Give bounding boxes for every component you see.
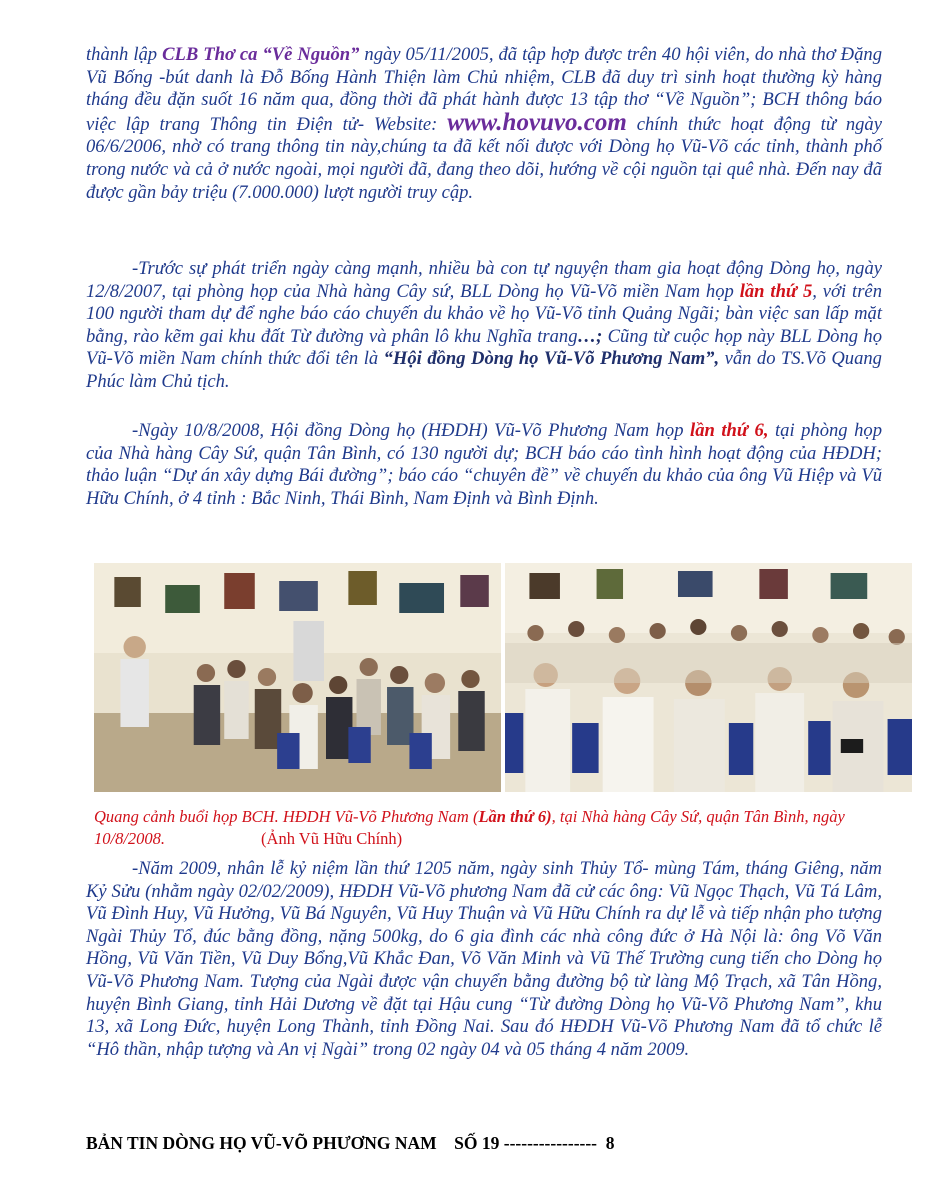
para2-text-mid2: Cũng từ cuộc họp này BLL Dòng họ Vũ-Võ miền Nam chính thức đổi tên là <box>86 325 882 370</box>
website-link[interactable]: www.hovuvo.com <box>447 108 627 136</box>
para2-text-post: vẫn do TS.Võ Quang Phúc làm Chủ tịch. <box>86 348 882 392</box>
paragraph-club-website <box>86 44 882 204</box>
para3-text-pre: -Ngày 10/8/2008, Hội đồng Dòng họ (HĐDH) Vũ-Võ Phương Nam họp <box>132 420 691 441</box>
meeting-photos <box>94 563 912 792</box>
paragraph-meeting-5 <box>86 258 882 394</box>
meeting-6-comma: , <box>763 420 769 441</box>
page-number: 8 <box>605 1133 615 1153</box>
para3-text-post: tại phòng họp của Nhà hàng Cây Sứ, quận Tân Bình, có 130 người dự; BCH báo cáo tình hình hoạt động của HĐDH; thảo luận “Dự án xây dựng Bái đường”; báo cáo “chuyên đề” về chuyến du khảo của ông Vũ Hiệp và Vũ Hữu Chính, ở 4 tỉnh : Bắc Ninh, Thái Bình, Nam Định và Bình Định. <box>86 420 883 509</box>
footer-publication: BẢN TIN DÒNG HỌ VŨ-VÕ PHƯƠNG NAM <box>86 1133 437 1153</box>
footer-dashes: ---------------- <box>503 1133 598 1153</box>
meeting-6-label: lần thứ 6 <box>690 420 764 441</box>
meeting-photo-right <box>505 563 912 792</box>
paragraph-statue <box>86 858 882 1061</box>
meeting-5-label: lần thứ 5 <box>739 280 813 302</box>
para2-ellipsis: …; <box>577 325 603 347</box>
para2-text-pre: -Trước sự phát triển ngày càng mạnh, nhiều bà con tự nguyện tham gia hoạt động Dòng họ, ngày 12/8/2007, tại phòng họp của Nhà hàng Cây sứ, BLL Dòng họ Vũ-Võ miền Nam họp <box>86 258 882 302</box>
para1-text-pre: thành lập <box>86 44 163 65</box>
footer-issue: SỐ 19 <box>454 1133 500 1153</box>
caption-text-pre: Quang cảnh buổi họp BCH. HĐDH Vũ-Võ Phương Nam ( <box>94 807 479 826</box>
caption-meeting-label: Lần thứ 6) <box>478 807 552 826</box>
paragraph-meeting-6 <box>86 420 882 510</box>
photo-caption <box>94 806 884 850</box>
para1-text-post: chính thức hoạt động từ ngày 06/6/2006, nhờ có trang thông tin này,chúng ta đã kết nối được với Dòng họ Vũ-Võ các tỉnh, thành phố trong nước và cả ở nước ngoài, mọi người đã, đang theo dõi, hướng về cội nguồn tại quê nhà. Đến nay đã được gần bảy triệu (7.000.000) lượt người truy cập. <box>86 113 882 203</box>
caption-text-post: , tại Nhà hàng Cây Sứ, quận Tân Bình, ngày 10/8/2008. <box>94 807 845 848</box>
page-footer <box>86 1133 786 1154</box>
para2-text-mid: , với trên 100 người tham dự để nghe báo cáo chuyến du khảo về họ Vũ-Võ tỉnh Quảng Ngãi; bàn việc san lấp mặt bằng, rào kẽm gai khu đất Từ đường và phân lô khu Nghĩa trang <box>86 280 882 347</box>
club-name: CLB Thơ ca “Về Nguồn” <box>162 44 360 65</box>
para1-text-mid: ngày 05/11/2005, đã tập hợp được trên 40 hội viên, do nhà thơ Đặng Vũ Bống -bút danh là Đỗ Bống Hành Thiện làm Chủ nhiệm, CLB đã duy trì sinh hoạt thường kỳ hàng tháng đều đặn suốt 16 năm qua, đồng thời đã phát hành được 13 tập thơ “Về Nguồn”; BCH thông báo việc lập trang Thông tin Điện tử- Website: <box>86 44 883 135</box>
meeting-photo-left <box>94 563 501 792</box>
council-name: “Hội đồng Dòng họ Vũ-Võ Phương Nam”, <box>383 348 720 370</box>
photo-credit: (Ảnh Vũ Hữu Chính) <box>261 829 403 848</box>
para4-text: -Năm 2009, nhân lễ kỷ niệm lần thứ 1205 năm, ngày sinh Thủy Tổ- mùng Tám, tháng Giêng, năm Kỷ Sửu (nhằm ngày 02/02/2009), HĐDH Vũ-Võ phương Nam đã cử các ông: Vũ Ngọc Thạch, Vũ Tá Lâm, Vũ Đình Huy, Vũ Hưởng, Vũ Bá Nguyên, Vũ Huy Thuận và Vũ Hữu Chính ra dự lễ và tiếp nhận pho tượng Ngài Thủy Tổ, đúc bằng đồng, nặng 500kg, do 6 gia đình các nhà công đức ở Hà Nội là: ông Võ Văn Hồng, Vũ Văn Tiền, Vũ Duy Bổng,Vũ Khắc Đan, Võ Văn Minh và Vũ Thế Trường cung tiến cho Dòng họ Vũ-Võ Phương Nam. Tượng của Ngài được vận chuyển bằng đường bộ từ làng Mộ Trạch, xã Tân Hồng, huyện Bình Giang, tỉnh Hải Dương về đặt tại Hậu cung “Từ đường Dòng họ Vũ-Võ Phương Nam”, khu 13, xã Long Đức, huyện Long Thành, tỉnh Đồng Nai. Sau đó HĐDH Vũ-Võ Phương Nam đã tổ chức lễ “Hô thần, nhập tượng và An vị Ngài” trong 02 ngày 04 và 05 tháng 4 năm 2009. <box>86 858 882 1060</box>
